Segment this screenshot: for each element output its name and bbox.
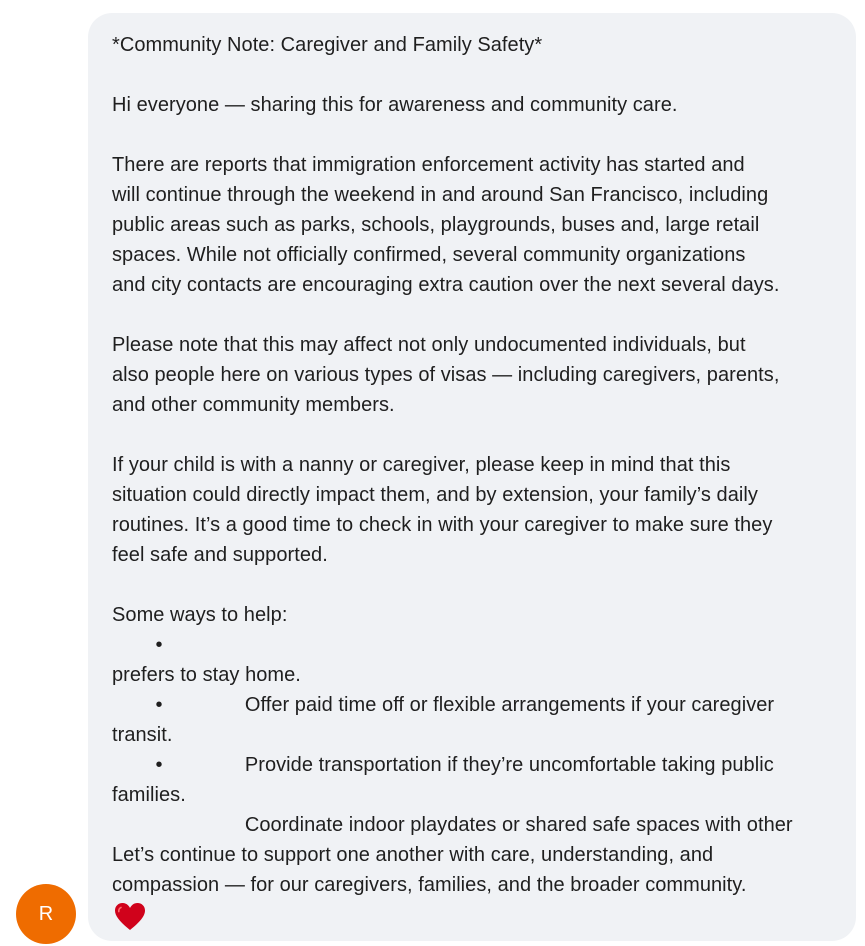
paragraph-line: spaces. While not officially confirmed, several community organizations [112,244,746,266]
list-item-continuation: prefers to stay home. [112,664,301,686]
paragraph-line: Let’s continue to support one another with care, understanding, and [112,844,714,866]
help-list-block [112,600,856,836]
list-item-continuation: families. [112,784,186,806]
paragraph-line: public areas such as parks, schools, playgrounds, buses and, large retail [112,214,760,236]
paragraph-line: routines. It’s a good time to check in with your caregiver to make sure they [112,514,773,536]
list-item-text: Provide transportation if they’re uncomfortable taking public [244,754,774,776]
reports-paragraph [112,150,856,300]
paragraph-line: situation could directly impact them, and by extension, your family’s daily [112,484,758,506]
message-bubble[interactable] [88,13,856,941]
list-item-text: Coordinate indoor playdates or shared safe spaces with other [244,814,793,836]
paragraph-line: compassion — for our caregivers, families, and the broader community. [112,874,747,896]
paragraph-line: Please note that this may affect not only undocumented individuals, but [112,334,746,356]
nanny-paragraph [112,450,856,570]
list-item-text: Offer paid time off or flexible arrangements if your caregiver [244,694,775,716]
paragraph-line: and other community members. [112,394,395,416]
paragraph-line: If your child is with a nanny or caregiver, please keep in mind that this [112,454,731,476]
help-heading: Some ways to help: [112,604,288,626]
paragraph-line: There are reports that immigration enforcement activity has started and [112,154,745,176]
list-item-continuation: transit. [112,724,173,746]
red-heart-emoji-icon [114,902,146,932]
visas-paragraph [112,330,856,420]
paragraph-line: feel safe and supported. [112,544,328,566]
sender-avatar[interactable]: R [16,884,76,944]
bullet-icon: • [155,694,163,716]
message-greeting: Hi everyone — sharing this for awareness and community care. [112,94,678,116]
paragraph-line: and city contacts are encouraging extra caution over the next several days. [112,274,780,296]
message-title: *Community Note: Caregiver and Family Safety* [112,34,543,56]
paragraph-line: will continue through the weekend in and around San Francisco, including [112,184,769,206]
bullet-icon: • [155,634,163,656]
greeting-block [112,90,856,120]
bullet-icon: • [155,754,163,776]
paragraph-line: also people here on various types of visas — including caregivers, parents, [112,364,780,386]
message-title-block [112,30,856,60]
